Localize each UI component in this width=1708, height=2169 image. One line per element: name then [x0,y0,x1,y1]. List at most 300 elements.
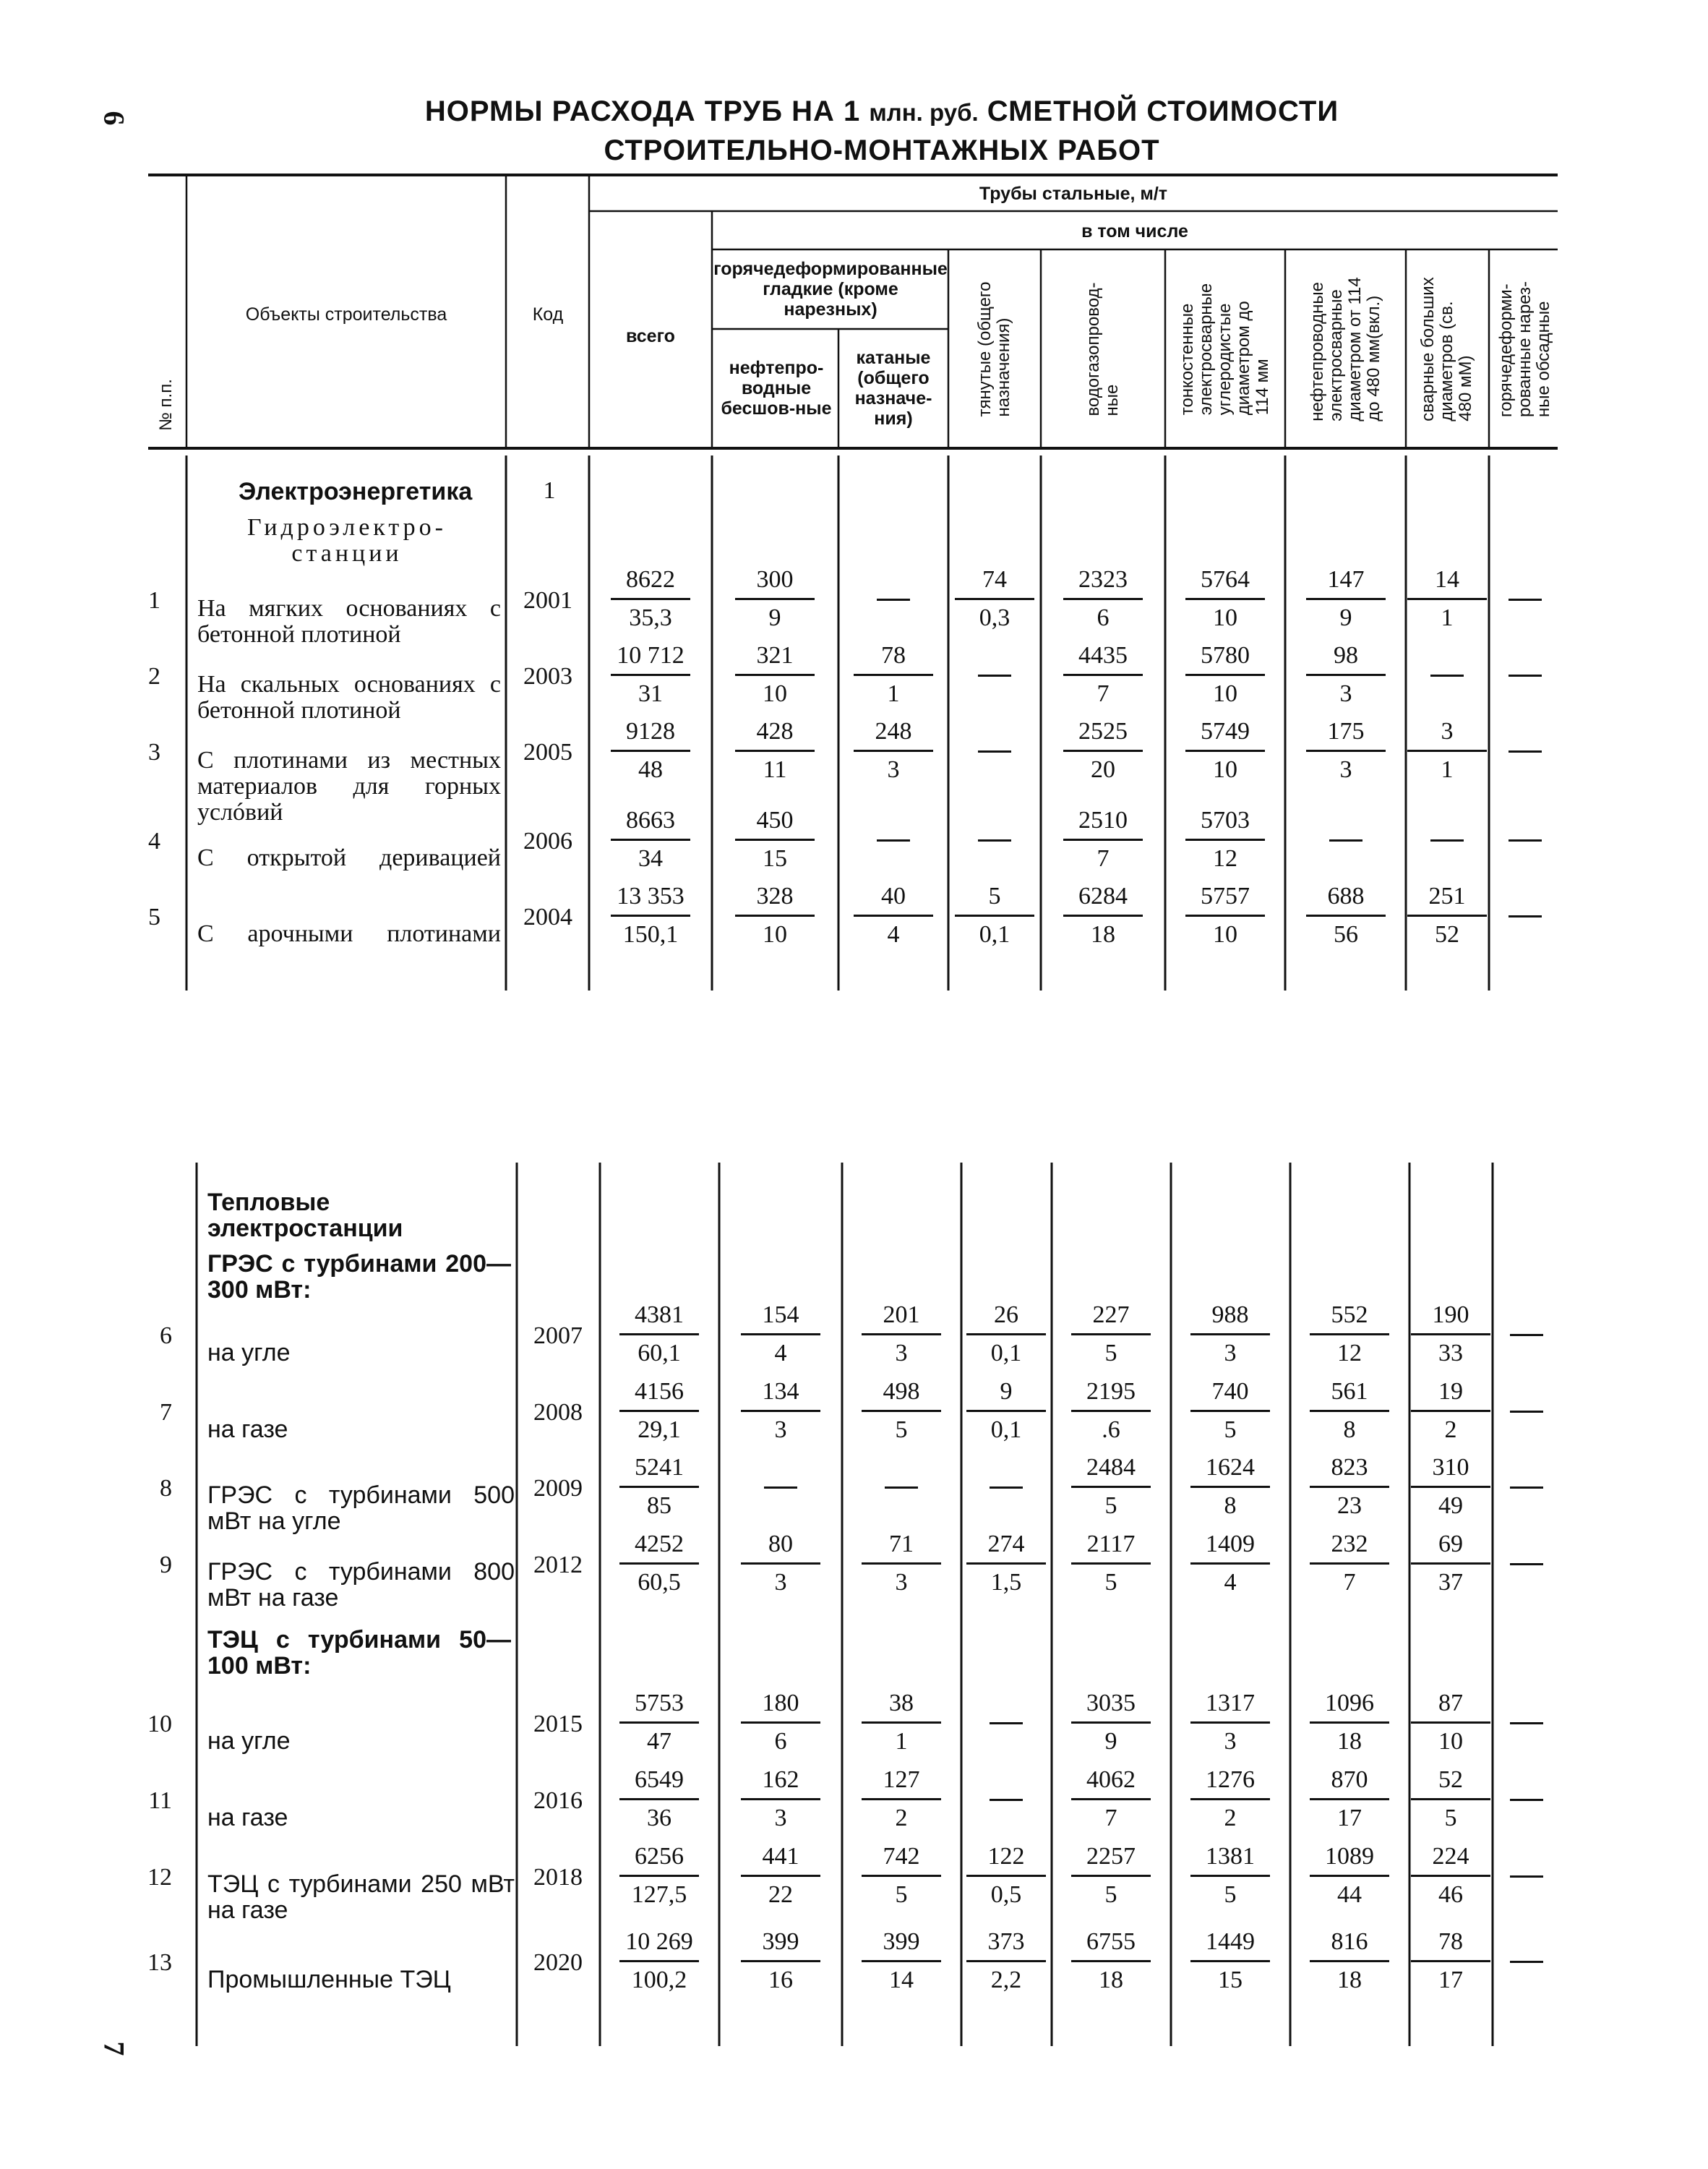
header-oil-seamless: нефтепро-водные бесшов-ные [721,358,832,419]
cell-numerator: 13 353 [617,883,685,910]
page-number-bottom: 7 [98,2041,131,2056]
cell-drawn [956,1841,1057,1911]
fraction-line [1310,1721,1389,1724]
cell-numerator: 98 [1334,642,1358,669]
fraction-line [854,915,933,917]
cell-numerator: 19 [1438,1378,1463,1405]
cell-denominator: 47 [647,1728,671,1755]
cell-thin-wall [1175,881,1276,951]
row-object-name: На мягких основаниях с бетонной плотиной [197,595,501,648]
row-number: 12 [147,1864,172,1891]
cell-drawn [956,1528,1057,1599]
section-hydro: Гидроэлектро-станции [247,514,447,567]
fraction-line [1310,1410,1389,1412]
fraction-line [966,1875,1046,1877]
cell-denominator: 3 [895,1569,908,1596]
fraction-line [1190,1333,1270,1335]
cell-numerator: 561 [1331,1378,1368,1405]
cell-rolled [851,1926,952,1996]
fraction-line [741,1562,820,1565]
cell-numerator: 870 [1331,1766,1368,1793]
cell-oil-seamless [730,1926,831,1996]
cell-numerator: 552 [1331,1301,1368,1328]
title-part-1: НОРМЫ РАСХОДА ТРУБ НА 1 [424,95,870,127]
fraction-line [741,1960,820,1962]
row-code: 2008 [533,1399,583,1426]
title-line-2: СТРОИТЕЛЬНО-МОНТАЖНЫХ РАБОТ [604,134,1160,166]
cell-denominator: 3 [1339,756,1352,783]
fraction-line [735,839,815,841]
row-object-name: на газе [207,1804,288,1831]
cell-dash [1510,1961,1543,1963]
fraction-line [1063,750,1143,752]
cell-oil-electro [1295,564,1396,634]
cell-thin-wall [1180,1299,1281,1369]
row-code: 2015 [533,1711,583,1737]
cell-denominator: 3 [774,1569,787,1596]
cell-dash [990,1722,1023,1724]
cell-numerator: 1409 [1206,1531,1255,1557]
cell-thin-wall [1180,1764,1281,1834]
cell-denominator: 12 [1337,1340,1362,1366]
cell-numerator: 5780 [1201,642,1250,669]
fraction-line [619,1410,699,1412]
cell-numerator: 4381 [635,1301,684,1328]
fraction-line [1310,1798,1389,1800]
cell-welded-large [1400,1687,1501,1758]
cell-rolled [843,640,944,710]
row-number: 9 [160,1552,172,1578]
cell-numerator: 9 [1000,1378,1013,1405]
cell-denominator: 2 [1224,1805,1237,1831]
cell-numerator: 5241 [635,1454,684,1481]
fraction-line [1063,674,1143,676]
cell-denominator: 100,2 [631,1967,687,1993]
fraction-line [735,750,815,752]
cell-denominator: 85 [647,1492,671,1519]
fraction-line [1306,674,1386,676]
cell-denominator: 17 [1337,1805,1362,1831]
fraction-line [1411,1562,1490,1565]
cell-total [609,1764,710,1834]
row-code: 2005 [523,739,572,766]
fraction-line [1306,750,1386,752]
cell-denominator: 36 [647,1805,671,1831]
cell-denominator: 3 [1339,680,1352,707]
page-title [217,93,1547,169]
header-incl: в том числе [1081,221,1188,241]
cell-thin-wall [1180,1687,1281,1758]
cell-denominator: 0,1 [990,1416,1022,1443]
row-object-name: на угле [207,1727,291,1755]
row-object-name: С плотинами из местных материалов для горных услóвий [197,747,501,826]
row-number: 5 [148,904,160,931]
cell-total [609,1841,710,1911]
section-power-code: 1 [543,477,556,504]
cell-dash [1329,839,1362,842]
cell-water-gas [1052,716,1154,786]
fraction-line [1411,1875,1490,1877]
cell-denominator: 1 [887,680,900,707]
cell-denominator: 1 [895,1728,908,1755]
cell-denominator: 5 [1104,1569,1117,1596]
cell-dash [990,1486,1023,1489]
fraction-line [619,1721,699,1724]
fraction-line [955,598,1034,600]
fraction-line [619,1875,699,1877]
cell-thin-wall [1180,1841,1281,1911]
cell-numerator: 4156 [635,1378,684,1405]
header-objects: Объекты строительства [245,304,447,325]
cell-numerator: 2484 [1086,1454,1136,1481]
cell-numerator: 6755 [1086,1928,1136,1955]
cell-denominator: 5 [1104,1881,1117,1908]
cell-denominator: 49 [1438,1492,1463,1519]
cell-welded-large [1400,1841,1501,1911]
row-number: 13 [147,1949,172,1976]
section-thermal: Тепловые электростанции [207,1189,403,1242]
cell-denominator: 18 [1091,921,1115,948]
cell-dash [978,750,1011,753]
fraction-line [741,1721,820,1724]
cell-numerator: 224 [1432,1843,1469,1870]
row-code: 2009 [533,1475,583,1502]
cell-rolled [851,1528,952,1599]
cell-numerator: 87 [1438,1690,1463,1716]
cell-oil-seamless [730,1687,831,1758]
fraction-line [1063,598,1143,600]
row-code: 2007 [533,1322,583,1349]
fraction-line [1411,1410,1490,1412]
row-object-name: С открытой деривацией [197,844,501,871]
cell-denominator: 2,2 [990,1967,1022,1993]
cell-denominator: 8 [1224,1492,1237,1519]
cell-numerator: 1276 [1206,1766,1255,1793]
cell-denominator: 9 [1104,1728,1117,1755]
cell-oil-electro [1299,1299,1400,1369]
row-object-name: С арочными плотинами [197,920,501,947]
cell-total [609,1299,710,1369]
fraction-line [1071,1562,1151,1565]
cell-water-gas [1060,1841,1162,1911]
fraction-line [1185,598,1265,600]
fraction-line [862,1960,941,1962]
fraction-line [1190,1562,1270,1565]
cell-numerator: 4435 [1078,642,1128,669]
row-object-name: Промышленные ТЭЦ [207,1966,451,1993]
fraction-line [1190,1798,1270,1800]
fraction-line [611,674,690,676]
cell-numerator: 6256 [635,1843,684,1870]
fraction-line [1071,1333,1151,1335]
cell-denominator: 1,5 [990,1569,1022,1596]
cell-total [600,805,701,875]
cell-denominator: 33 [1438,1340,1463,1366]
cell-denominator: 7 [1104,1805,1117,1831]
cell-denominator: 18 [1337,1728,1362,1755]
cell-numerator: 8663 [626,807,675,834]
cell-denominator: 6 [774,1728,787,1755]
cell-denominator: 3 [774,1805,787,1831]
cell-numerator: 10 269 [625,1928,693,1955]
cell-dash [978,839,1011,842]
fraction-line [1190,1721,1270,1724]
cell-rolled [851,1687,952,1758]
cell-total [600,640,701,710]
cell-denominator: 0,1 [979,921,1010,948]
row-number: 11 [148,1787,172,1814]
fraction-line [1190,1486,1270,1488]
header-casing: горячедеформи- рованные нарез- ные обсадные [1496,281,1553,418]
page-number-top: 6 [98,111,131,126]
cell-numerator: 428 [756,718,794,745]
cell-denominator: 23 [1337,1492,1362,1519]
cell-denominator: 56 [1334,921,1358,948]
fraction-line [735,674,815,676]
fraction-line [619,1562,699,1565]
cell-numerator: 14 [1435,566,1459,593]
cell-water-gas [1060,1926,1162,1996]
cell-oil-seamless [730,1764,831,1834]
section-gres-200: ГРЭС с турбинами 200—300 мВт: [207,1250,511,1304]
cell-dash [1430,675,1464,677]
cell-drawn [956,1299,1057,1369]
fraction-line [1071,1960,1151,1962]
cell-oil-electro [1299,1452,1400,1522]
cell-denominator: 5 [1104,1340,1117,1366]
fraction-line [966,1960,1046,1962]
cell-water-gas [1060,1299,1162,1369]
cell-numerator: 1449 [1206,1928,1255,1955]
cell-denominator: 46 [1438,1881,1463,1908]
cell-numerator: 78 [1438,1928,1463,1955]
row-number: 8 [160,1475,172,1502]
cell-water-gas [1052,881,1154,951]
cell-water-gas [1060,1452,1162,1522]
cell-numerator: 1381 [1206,1843,1255,1870]
row-number: 6 [160,1322,172,1349]
cell-numerator: 740 [1211,1378,1249,1405]
cell-denominator: 3 [1224,1340,1237,1366]
row-number: 3 [148,739,160,766]
row-object-name: ГРЭС с турбинами 500 мВт на угле [207,1481,515,1535]
fraction-line [854,674,933,676]
cell-denominator: 7 [1097,680,1110,707]
cell-numerator: 2195 [1086,1378,1136,1405]
cell-denominator: 16 [768,1967,793,1993]
cell-denominator: 5 [1444,1805,1457,1831]
cell-rolled [851,1764,952,1834]
cell-dash [1510,1411,1543,1413]
cell-numerator: 5703 [1201,807,1250,834]
cell-thin-wall [1175,716,1276,786]
cell-numerator: 373 [987,1928,1025,1955]
cell-thin-wall [1180,1376,1281,1446]
cell-denominator: 9 [1339,604,1352,631]
fraction-line [1071,1410,1151,1412]
fraction-line [1185,839,1265,841]
section-tec-50: ТЭЦ с турбинами 50—100 мВт: [207,1626,511,1680]
row-code: 2003 [523,663,572,690]
cell-numerator: 816 [1331,1928,1368,1955]
cell-denominator: 15 [763,845,787,872]
cell-numerator: 988 [1211,1301,1249,1328]
cell-denominator: 4 [774,1340,787,1366]
row-object-name: на угле [207,1339,291,1366]
cell-numerator: 300 [756,566,794,593]
row-number: 2 [148,663,160,690]
cell-denominator: 127,5 [631,1881,687,1908]
cell-dash [764,1486,797,1489]
cell-dash [877,839,910,842]
cell-numerator: 5 [988,883,1001,910]
cell-numerator: 1096 [1325,1690,1374,1716]
fraction-line [1071,1798,1151,1800]
cell-numerator: 498 [883,1378,920,1405]
fraction-line [741,1333,820,1335]
fraction-line [619,1486,699,1488]
cell-oil-seamless [730,1528,831,1599]
cell-drawn [944,564,1045,634]
cell-numerator: 10 712 [617,642,685,669]
cell-numerator: 2525 [1078,718,1128,745]
row-object-name: на газе [207,1416,288,1443]
cell-denominator: 0,3 [979,604,1010,631]
cell-numerator: 5749 [1201,718,1250,745]
cell-numerator: 5757 [1201,883,1250,910]
cell-water-gas [1060,1687,1162,1758]
cell-numerator: 3 [1441,718,1454,745]
cell-numerator: 80 [768,1531,793,1557]
cell-drawn [956,1926,1057,1996]
cell-denominator: 44 [1337,1881,1362,1908]
cell-numerator: 180 [762,1690,799,1716]
cell-numerator: 274 [987,1531,1025,1557]
fraction-line [1407,915,1487,917]
cell-denominator: 12 [1213,845,1237,872]
fraction-line [955,915,1034,917]
header-thin-wall: тонкостенные электросварные углеродистые диаметром до 114 мм [1177,283,1272,416]
cell-denominator: 10 [1213,604,1237,631]
header-drawn: тянутые (общего назначения) [975,281,1013,417]
cell-dash [990,1799,1023,1801]
cell-numerator: 823 [1331,1454,1368,1481]
fraction-line [862,1562,941,1565]
fraction-line [1071,1721,1151,1724]
cell-thin-wall [1175,564,1276,634]
cell-thin-wall [1180,1926,1281,1996]
cell-oil-seamless [724,805,825,875]
section-power: Электроэнергетика [239,478,473,505]
row-code: 2006 [523,828,572,855]
fraction-line [1411,1798,1490,1800]
cell-numerator: 190 [1432,1301,1469,1328]
cell-denominator: 52 [1435,921,1459,948]
cell-numerator: 2510 [1078,807,1128,834]
header-hot-smooth: горячедеформированные гладкие (кроме нарезных) [713,259,948,320]
cell-numerator: 251 [1428,883,1466,910]
cell-welded-large [1396,716,1498,786]
cell-drawn [956,1376,1057,1446]
fraction-line [1185,915,1265,917]
fraction-line [611,598,690,600]
cell-denominator: 3 [895,1340,908,1366]
fraction-line [862,1721,941,1724]
fraction-line [966,1410,1046,1412]
cell-numerator: 52 [1438,1766,1463,1793]
cell-numerator: 127 [883,1766,920,1793]
cell-numerator: 8622 [626,566,675,593]
cell-dash [978,675,1011,677]
row-code: 2001 [523,587,572,614]
cell-numerator: 175 [1327,718,1365,745]
row-number: 10 [147,1711,172,1737]
cell-total [609,1528,710,1599]
row-object-name: ТЭЦ с турбинами 250 мВт на газе [207,1870,515,1924]
cell-denominator: 5 [1104,1492,1117,1519]
cell-denominator: 10 [1438,1728,1463,1755]
cell-welded-large [1400,1764,1501,1834]
cell-oil-seamless [730,1841,831,1911]
cell-denominator: 7 [1343,1569,1356,1596]
cell-denominator: 34 [638,845,663,872]
cell-denominator: 5 [895,1416,908,1443]
fraction-line [1407,598,1487,600]
cell-thin-wall [1180,1528,1281,1599]
cell-oil-seamless [724,564,825,634]
row-number: 1 [148,587,160,614]
cell-thin-wall [1180,1452,1281,1522]
row-object-name: На скальных основаниях с бетонной плотиной [197,671,501,724]
fraction-line [1411,1721,1490,1724]
fraction-line [611,750,690,752]
cell-oil-seamless [730,1299,831,1369]
cell-numerator: 328 [756,883,794,910]
fraction-line [741,1798,820,1800]
cell-oil-seamless [724,881,825,951]
fraction-line [1190,1410,1270,1412]
cell-numerator: 78 [881,642,906,669]
fraction-line [1411,1333,1490,1335]
cell-numerator: 71 [889,1531,914,1557]
cell-denominator: 29,1 [638,1416,681,1443]
cell-denominator: 35,3 [629,604,672,631]
cell-total [600,716,701,786]
cell-oil-electro [1299,1841,1400,1911]
cell-total [609,1376,710,1446]
cell-welded-large [1400,1376,1501,1446]
cell-oil-electro [1299,1926,1400,1996]
fraction-line [1071,1875,1151,1877]
fraction-line [1190,1875,1270,1877]
cell-denominator: 9 [768,604,781,631]
cell-welded-large [1400,1926,1501,1996]
row-code: 2018 [533,1864,583,1891]
fraction-line [1185,750,1265,752]
cell-denominator: 0,5 [990,1881,1022,1908]
cell-welded-large [1396,881,1498,951]
cell-denominator: 10 [763,680,787,707]
cell-thin-wall [1175,640,1276,710]
cell-numerator: 134 [762,1378,799,1405]
cell-numerator: 4252 [635,1531,684,1557]
cell-denominator: 10 [1213,921,1237,948]
fraction-line [619,1960,699,1962]
cell-numerator: 38 [889,1690,914,1716]
cell-numerator: 688 [1327,883,1365,910]
cell-numerator: 122 [987,1843,1025,1870]
cell-water-gas [1052,805,1154,875]
